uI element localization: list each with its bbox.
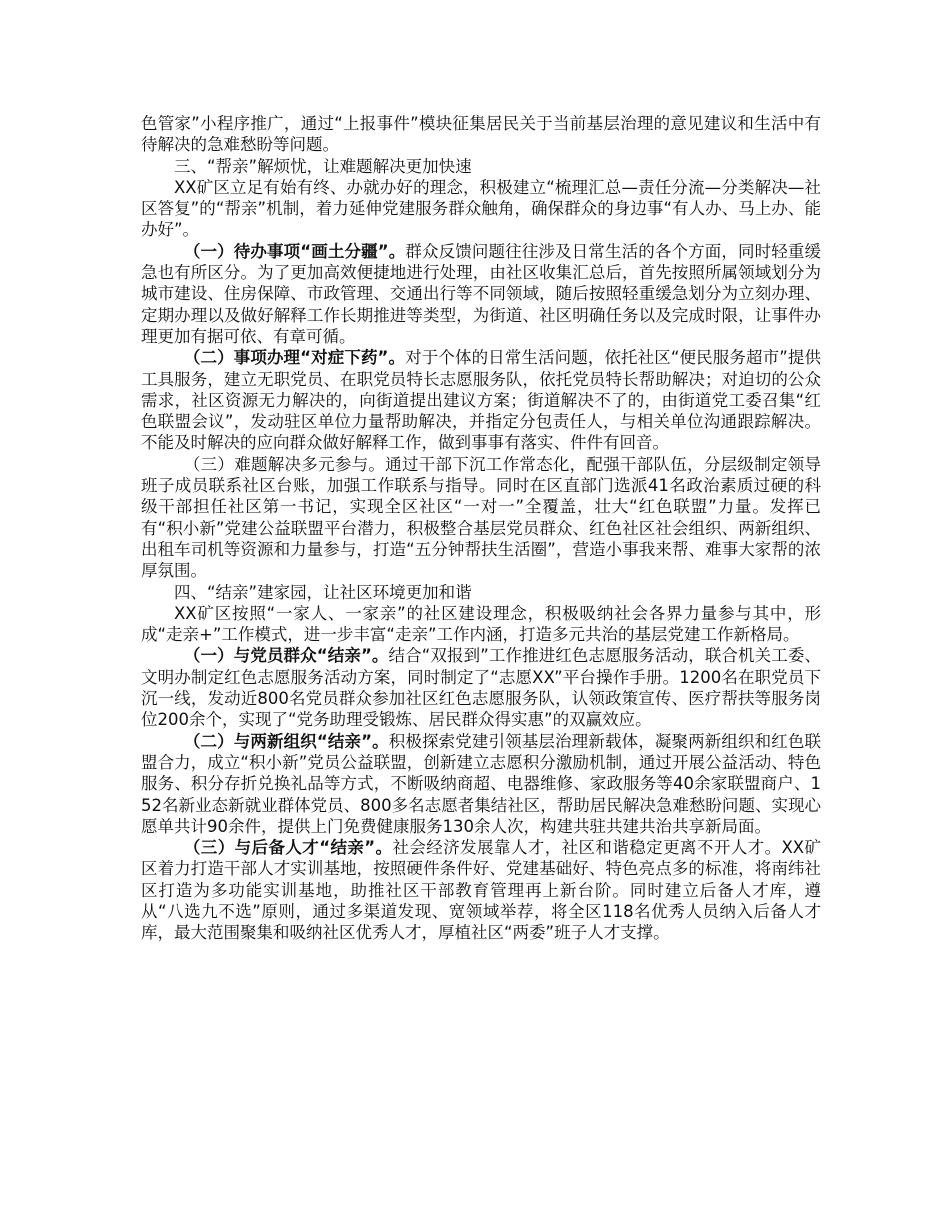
subsection-3-1-head: （一）待办事项“画土分疆”。 xyxy=(183,241,406,261)
subsection-3-1-text: 群众反馈问题往往涉及日常生活的各个方面，同时轻重缓急也有所区分。为了更加高效便捷地进行处理，由社区收集汇总后，首先按照所属领域划分为城市建设、住房保障、市政管理、交通出行等不同领域，随后按照轻重缓急划分为立刻办理、定期办理以及做好解释工作长期推进等类型，为街道、社区明确任务以及完成时限，让事件办理更加有据可依、有章可循。 xyxy=(141,241,821,346)
subsection-4-2 xyxy=(141,731,821,837)
section-heading-3 xyxy=(141,156,821,177)
subsection-3-2 xyxy=(141,347,821,453)
paragraph-8-text: XX矿区按照“一家人、一家亲”的社区建设理念，积极吸纳社会各界力量参与其中，形成“走亲+”工作模式，进一步丰富“走亲”工作内涵，打造多元共治的基层党建工作新格局。 xyxy=(141,603,821,645)
subsection-3-3-text: （三）难题解决多元参与。通过干部下沉工作常态化，配强干部队伍，分层级制定领导班子成员联系社区台账，加强工作联系与指导。同时在区直部门选派41名政治素质过硬的科级干部担任社区第一书记，实现全区社区“一对一”全覆盖，壮大“红色联盟”力量。发挥已有“积小新”党建公益联盟平台潜力，积极整合基层党员群众、红色社区社会组织、两新组织、出租车司机等资源和力量参与，打造“五分钟帮扶生活圈”，营造小事我来帮、难事大家帮的浓厚氛围。 xyxy=(141,454,821,581)
section-heading-4 xyxy=(141,582,821,603)
section-heading-4-text: 四、“结亲”建家园，让社区环境更加和谐 xyxy=(174,582,472,602)
subsection-3-1 xyxy=(141,241,821,347)
section-heading-3-text: 三、“帮亲”解烦忧，让难题解决更加快速 xyxy=(174,156,472,176)
subsection-4-1-head: （一）与党员群众“结亲”。 xyxy=(183,646,389,666)
paragraph-3-text: XX矿区立足有始有终、办就办好的理念，积极建立“梳理汇总—责任分流—分类解决—社区答复”的“帮亲”机制，着力延伸党建服务群众触角，确保群众的身边事“有人办、马上办、能办好”。 xyxy=(141,177,821,240)
paragraph-8 xyxy=(141,603,821,646)
paragraph-1 xyxy=(141,113,821,156)
subsection-4-1-text: 结合“双报到”工作推进红色志愿服务活动，联合机关工委、文明办制定红色志愿服务活动方案，同时制定了“志愿XX”平台操作手册。1200名在职党员下沉一线，发动近800名党员群众参加社区红色志愿服务队，认领政策宣传、医疗帮扶等服务岗位200余个，实现了“党务助理受锻炼、居民群众得实惠”的双赢效应。 xyxy=(141,646,821,730)
subsection-3-2-head: （二）事项办理“对症下药”。 xyxy=(183,348,406,368)
paragraph-3 xyxy=(141,177,821,241)
paragraph-1-text: 色管家”小程序推广，通过“上报事件”模块征集居民关于当前基层治理的意见建议和生活中有待解决的急难愁盼等问题。 xyxy=(141,114,821,155)
subsection-4-2-text: 积极探索党建引领基层治理新载体，凝聚两新组织和红色联盟合力，成立“积小新”党员公益联盟，创新建立志愿积分激励机制，通过开展公益活动、特色服务、积分存折兑换礼品等方式，不断吸纳商超、电器维修、家政服务等40余家联盟商户、152名新业态新就业群体党员、800多名志愿者集结社区，帮助居民解决急难愁盼问题、实现心愿单共计90余件，提供上门免费健康服务130余人次，构建共驻共建共治共享新局面。 xyxy=(141,731,821,836)
subsection-4-3 xyxy=(141,837,821,943)
subsection-3-3 xyxy=(141,454,821,582)
subsection-4-3-head: （三）与后备人才“结亲”。 xyxy=(183,838,393,858)
subsection-4-2-head: （二）与两新组织“结亲”。 xyxy=(183,731,389,751)
document-page xyxy=(141,113,821,944)
subsection-3-2-text: 对于个体的日常生活问题，依托社区“便民服务超市”提供工具服务，建立无职党员、在职党员特长志愿服务队，依托党员特长帮助解决；对迫切的公众需求，社区资源无力解决的，向街道提出建议方案；街道解决不了的，由街道党工委召集“红色联盟会议”，发动驻区单位力量帮助解决，并指定分包责任人，与相关单位沟通跟踪解决。不能及时解决的应向群众做好解释工作，做到事事有落实、件件有回音。 xyxy=(141,348,821,453)
subsection-4-3-text: 社会经济发展靠人才，社区和谐稳定更离不开人才。XX矿区着力打造干部人才实训基地，按照硬件条件好、党建基础好、特色亮点多的标准，将南纬社区打造为多功能实训基地，助推社区干部教育管理再上新台阶。同时建立后备人才库，遵从“八选九不选”原则，通过多渠道发现、宽领域举荐，将全区118名优秀人员纳入后备人才库，最大范围聚集和吸纳社区优秀人才，厚植社区“两委”班子人才支撑。 xyxy=(141,838,821,943)
subsection-4-1 xyxy=(141,645,821,730)
